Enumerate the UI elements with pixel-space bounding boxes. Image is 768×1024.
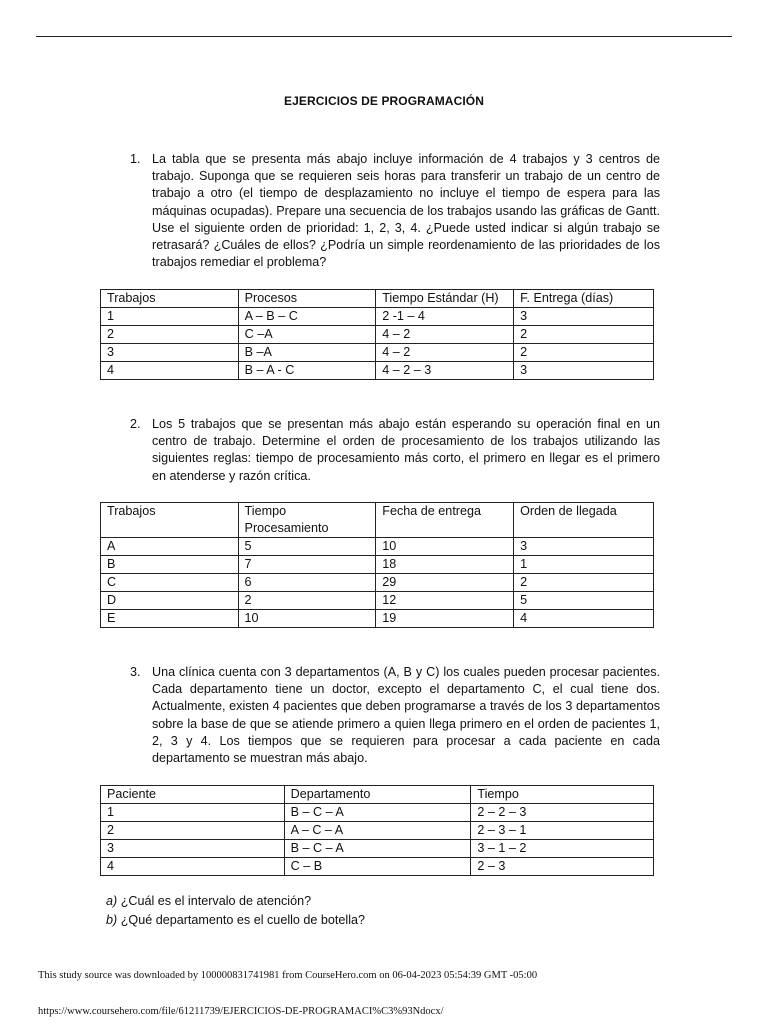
table-cell: 3 — [514, 362, 654, 380]
table-3 — [100, 785, 654, 876]
question-2 — [130, 416, 660, 485]
table-2-header-line: Procesamiento — [244, 521, 329, 535]
table-row — [101, 610, 654, 628]
table-row — [101, 362, 654, 380]
question-1-text: La tabla que se presenta más abajo incluye información de 4 trabajos y 3 centros de trabajo. Suponga que se requieren seis horas para transferir un trabajo de un centro de trabajo a otro (el tiempo de desplazamiento no incluye el tiempo de espera para las máquinas ocupadas). Prepare una secuencia de los trabajos usando las gráficas de Gantt. Use el siguiente orden de prioridad: 1, 2, 3, 4. ¿Puede usted indicar si algún trabajo se retrasará? ¿Cuáles de ellos? ¿Podría un simple reordenamiento de las prioridades de los trabajos remediar el problema? — [152, 152, 660, 270]
question-1 — [130, 151, 660, 271]
sub-question-a — [106, 892, 311, 910]
table-cell: 3 — [101, 344, 239, 362]
table-1-header: Procesos — [238, 290, 376, 308]
table-cell: 2 — [514, 574, 654, 592]
table-cell: 4 – 2 – 3 — [376, 362, 514, 380]
table-cell: 4 – 2 — [376, 326, 514, 344]
table-row — [101, 538, 654, 556]
table-1-header: F. Entrega (días) — [514, 290, 654, 308]
table-cell: A – B – C — [238, 308, 376, 326]
table-cell: C – B — [284, 858, 471, 876]
sub-question-text: ¿Cuál es el intervalo de atención? — [120, 894, 312, 908]
table-cell: 3 – 1 – 2 — [471, 840, 654, 858]
table-cell: 5 — [238, 538, 376, 556]
table-cell: B – A - C — [238, 362, 376, 380]
table-1-header-row — [101, 290, 654, 308]
table-3-header: Tiempo — [471, 786, 654, 804]
table-cell: 5 — [514, 592, 654, 610]
table-cell: 1 — [514, 556, 654, 574]
table-cell: 1 — [101, 804, 285, 822]
table-cell: 12 — [376, 592, 514, 610]
table-2-header: Fecha de entrega — [376, 503, 514, 538]
table-cell: 2 -1 – 4 — [376, 308, 514, 326]
table-cell: B — [101, 556, 239, 574]
page-title: EJERCICIOS DE PROGRAMACIÓN — [284, 94, 484, 108]
table-row — [101, 556, 654, 574]
table-3-header-row — [101, 786, 654, 804]
sub-question-label: a) — [106, 894, 118, 908]
question-3-text: Una clínica cuenta con 3 departamentos (A, B y C) los cuales pueden procesar pacientes. Cada departamento tiene un doctor, excepto el departamento C, el cual tiene dos. Actualmente, existen 4 pacientes que deben programarse a través de los 3 departamentos sobre la base de que se atiende primero a quien llega primero en el orden de pacientes 1, 2, 3 y 4. Los tiempos que se requieren para procesar a cada paciente en cada departamento se muestran más abajo. — [152, 665, 660, 766]
table-cell: 4 — [514, 610, 654, 628]
table-cell: 1 — [101, 308, 239, 326]
table-1-header: Trabajos — [101, 290, 239, 308]
table-cell: B – C – A — [284, 804, 471, 822]
table-cell: 3 — [514, 308, 654, 326]
table-row — [101, 840, 654, 858]
table-2-header: Orden de llegada — [514, 503, 654, 538]
table-cell: C — [101, 574, 239, 592]
table-cell: D — [101, 592, 239, 610]
table-2-header-row — [101, 503, 654, 538]
table-row — [101, 592, 654, 610]
question-3 — [130, 664, 660, 767]
sub-question-label: b) — [106, 913, 118, 927]
table-cell: A — [101, 538, 239, 556]
table-row — [101, 344, 654, 362]
table-cell: 10 — [238, 610, 376, 628]
table-cell: E — [101, 610, 239, 628]
table-2-header: Trabajos — [101, 503, 239, 538]
table-cell: 7 — [238, 556, 376, 574]
table-2-header-processing-time — [238, 503, 376, 538]
table-cell: A – C – A — [284, 822, 471, 840]
table-cell: 2 — [101, 326, 239, 344]
sub-question-b — [106, 911, 365, 929]
table-cell: 19 — [376, 610, 514, 628]
table-1 — [100, 289, 654, 380]
table-cell: B –A — [238, 344, 376, 362]
table-cell: 3 — [514, 538, 654, 556]
table-row — [101, 308, 654, 326]
table-row — [101, 326, 654, 344]
table-row — [101, 858, 654, 876]
sub-question-text: ¿Qué departamento es el cuello de botella? — [120, 913, 366, 927]
table-3-header: Departamento — [284, 786, 471, 804]
table-cell: 2 — [101, 822, 285, 840]
table-2-header-line: Tiempo — [244, 504, 287, 518]
table-cell: 3 — [101, 840, 285, 858]
table-cell: C –A — [238, 326, 376, 344]
table-row — [101, 574, 654, 592]
question-3-number: 3. — [130, 665, 141, 679]
table-2 — [100, 502, 654, 628]
table-1-header: Tiempo Estándar (H) — [376, 290, 514, 308]
table-cell: 4 — [101, 858, 285, 876]
table-cell: 2 – 2 – 3 — [471, 804, 654, 822]
table-row — [101, 822, 654, 840]
table-3-header: Paciente — [101, 786, 285, 804]
footer-url: https://www.coursehero.com/file/61211739/EJERCICIOS-DE-PROGRAMACI%C3%93Ndocx/ — [38, 1006, 444, 1017]
table-cell: 6 — [238, 574, 376, 592]
table-cell: 2 — [514, 344, 654, 362]
top-rule — [36, 36, 732, 37]
table-cell: 10 — [376, 538, 514, 556]
question-2-text: Los 5 trabajos que se presentan más abajo están esperando su operación final en un centro de trabajo. Determine el orden de procesamiento de los trabajos utilizando las siguientes reglas: tiempo de procesamiento más corto, el primero en llegar es el primero en atenderse y razón crítica. — [152, 417, 660, 483]
table-cell: 18 — [376, 556, 514, 574]
table-cell: 2 – 3 – 1 — [471, 822, 654, 840]
question-1-number: 1. — [130, 152, 141, 166]
table-cell: 2 — [514, 326, 654, 344]
footer-source-note: This study source was downloaded by 100000831741981 from CourseHero.com on 06-04-2023 05:54:39 GMT -05:00 — [38, 970, 538, 981]
table-cell: 29 — [376, 574, 514, 592]
question-2-number: 2. — [130, 417, 141, 431]
table-cell: 2 — [238, 592, 376, 610]
table-cell: B – C – A — [284, 840, 471, 858]
table-cell: 2 – 3 — [471, 858, 654, 876]
table-row — [101, 804, 654, 822]
table-cell: 4 — [101, 362, 239, 380]
table-cell: 4 – 2 — [376, 344, 514, 362]
